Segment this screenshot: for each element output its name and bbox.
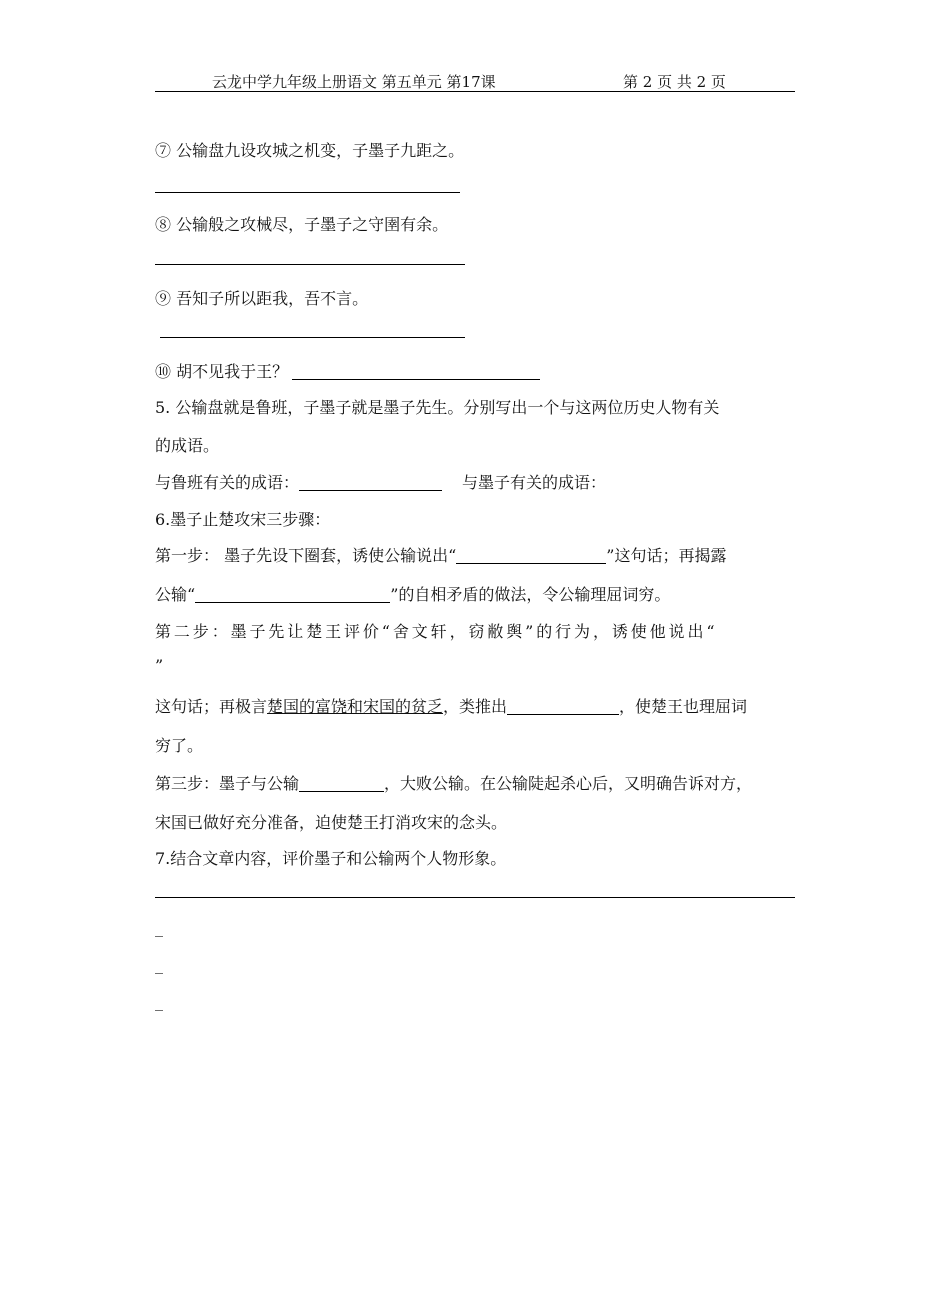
step-1-text-a: 第一步： 墨子先设下圈套，诱使公输说出“	[155, 546, 457, 565]
step-2-underlined: 楚国的富饶和宋国的贫乏	[267, 697, 444, 716]
answer-line-7-full[interactable]	[155, 897, 795, 898]
header-page-number: 第 2 页 共 2 页	[623, 73, 726, 91]
step-3-blank[interactable]	[299, 775, 384, 792]
answer-dash-1: _	[155, 918, 163, 937]
question-5-answers	[155, 470, 606, 493]
step-1-line-2	[155, 582, 670, 605]
step-3-text-a: 第三步：墨子与公输	[155, 774, 300, 793]
lu-ban-idiom-label: 与鲁班有关的成语：	[155, 473, 300, 492]
step-2-line-3: 穷了。	[155, 736, 204, 755]
step-2-line-2	[155, 694, 747, 717]
step-1-blank-1[interactable]	[456, 547, 606, 564]
header-rule	[155, 91, 795, 92]
item-8: ⑧ 公输般之攻械尽，子墨子之守圉有余。	[155, 215, 449, 234]
step-3-line-2: 宋国已做好充分准备，迫使楚王打消攻宋的念头。	[155, 813, 508, 832]
step-2-text-d: ，使楚王也理屈词	[619, 697, 748, 716]
answer-line-9[interactable]	[160, 337, 465, 338]
question-6-title: 6.墨子止楚攻宋三步骤：	[155, 510, 331, 529]
step-3-text-b: ，大败公输。在公输陡起杀心后，又明确告诉对方，	[384, 774, 753, 793]
step-1-text-c: 公输“	[155, 585, 196, 604]
header-title: 云龙中学九年级上册语文 第五单元 第17课	[212, 73, 496, 91]
question-5-line-1: 5. 公输盘就是鲁班，子墨子就是墨子先生。分别写出一个与这两位历史人物有关	[155, 398, 720, 417]
answer-dash-3: _	[155, 992, 163, 1011]
step-1-line-1	[155, 543, 726, 566]
answer-line-8[interactable]	[155, 264, 465, 265]
lu-ban-idiom-blank[interactable]	[299, 474, 442, 491]
item-10-text: ⑩ 胡不见我于王？	[155, 362, 289, 381]
step-2-text-b: 这句话；再极言	[155, 697, 268, 716]
question-5-line-2: 的成语。	[155, 436, 220, 455]
step-1-text-d: ”的自相矛盾的做法，令公输理屈词穷。	[390, 585, 671, 604]
step-1-blank-2[interactable]	[195, 586, 390, 603]
item-7: ⑦ 公输盘九设攻城之机变，子墨子九距之。	[155, 141, 465, 160]
item-10	[155, 359, 540, 382]
answer-dash-2: _	[155, 955, 163, 974]
step-2-text-c: ，类推出	[443, 697, 508, 716]
step-2-line-1: 第二步：墨子先让楚王评价“舍文轩，窃敝舆”的行为，诱使他说出“	[155, 622, 718, 641]
answer-line-7[interactable]	[155, 192, 460, 193]
answer-blank-10[interactable]	[292, 363, 540, 380]
step-3-line-1	[155, 771, 752, 794]
item-9: ⑨ 吾知子所以距我，吾不言。	[155, 289, 369, 308]
question-7-title: 7.结合文章内容，评价墨子和公输两个人物形象。	[155, 849, 507, 868]
step-2-quote-close: ”	[155, 656, 164, 675]
step-2-blank[interactable]	[507, 698, 619, 715]
mozi-idiom-label: 与墨子有关的成语：	[462, 473, 607, 492]
step-1-text-b: ”这句话；再揭露	[606, 546, 727, 565]
